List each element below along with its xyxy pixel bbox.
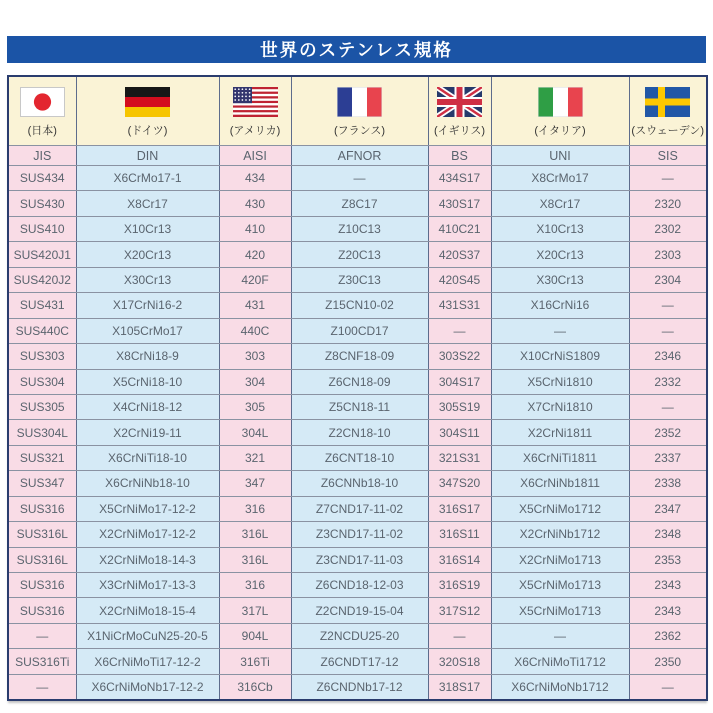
standard-cell: 2332 [629, 369, 707, 394]
standard-cell: 321 [219, 445, 291, 470]
standard-cell: — [8, 623, 76, 648]
table-row [8, 623, 707, 648]
standard-cell: 2362 [629, 623, 707, 648]
table-row [8, 191, 707, 216]
standard-cell: 2320 [629, 191, 707, 216]
table-row [8, 522, 707, 547]
standard-cell: X16CrNi16 [491, 293, 629, 318]
standard-cell: 316S14 [428, 547, 491, 572]
country-label: (日本) [27, 124, 57, 137]
table-row [8, 344, 707, 369]
standard-cell: 304 [219, 369, 291, 394]
standard-cell: 420S37 [428, 242, 491, 267]
standard-cell: X1NiCrMoCuN25-20-5 [76, 623, 219, 648]
standard-cell: Z100CD17 [291, 318, 428, 343]
standard-cell: X105CrMo17 [76, 318, 219, 343]
country-label: (イギリス) [433, 124, 486, 137]
flag-header-cell [291, 76, 428, 146]
flag-header-cell [428, 76, 491, 146]
standard-cell: 2343 [629, 598, 707, 623]
standard-cell: X6CrNiMoTi1712 [491, 649, 629, 674]
table-row [8, 267, 707, 292]
standard-cell: 347S20 [428, 471, 491, 496]
standard-code-header: JIS [8, 146, 76, 166]
standard-cell: 2343 [629, 573, 707, 598]
table-row [8, 496, 707, 521]
standard-cell: X8Cr17 [491, 191, 629, 216]
standard-cell: SUS321 [8, 445, 76, 470]
standard-cell: 316 [219, 573, 291, 598]
standard-cell: SUS316 [8, 598, 76, 623]
standard-cell: X6CrNiTi18-10 [76, 445, 219, 470]
standard-cell: Z7CND17-11-02 [291, 496, 428, 521]
flag-header-cell [8, 76, 76, 146]
standard-cell: — [428, 623, 491, 648]
table-row [8, 445, 707, 470]
stainless-standards-table [7, 75, 708, 701]
germany-flag-icon [125, 87, 170, 117]
standard-cell: Z30C13 [291, 267, 428, 292]
standard-cell: 2303 [629, 242, 707, 267]
standard-cell: SUS305 [8, 394, 76, 419]
standard-cell: 316Ti [219, 649, 291, 674]
standard-cell: 410C21 [428, 216, 491, 241]
standard-cell: Z6CNDT17-12 [291, 649, 428, 674]
standard-cell: 317L [219, 598, 291, 623]
standard-cell: 2348 [629, 522, 707, 547]
standard-cell: 434S17 [428, 166, 491, 191]
page-title [7, 36, 706, 63]
country-label: (フランス) [334, 124, 385, 137]
standard-cell: Z6CND18-12-03 [291, 573, 428, 598]
standard-cell: X2CrNiMo18-14-3 [76, 547, 219, 572]
standard-cell: X10Cr13 [76, 216, 219, 241]
standard-cell: 420 [219, 242, 291, 267]
standard-cell: SUS420J2 [8, 267, 76, 292]
page-title-text: 世界のステンレス規格 [260, 40, 453, 60]
standard-cell: 2302 [629, 216, 707, 241]
standard-cell: X6CrNiMoNb17-12-2 [76, 674, 219, 700]
standard-cell: Z20C13 [291, 242, 428, 267]
table-row [8, 166, 707, 191]
standard-cell: Z3CND17-11-02 [291, 522, 428, 547]
standard-cell: X2CrNiNb1712 [491, 522, 629, 547]
standard-cell: — [629, 293, 707, 318]
standard-cell: 2346 [629, 344, 707, 369]
standard-cell: 316S19 [428, 573, 491, 598]
japan-flag-icon [20, 87, 65, 117]
standard-cell: 305S19 [428, 394, 491, 419]
standard-cell: X10Cr13 [491, 216, 629, 241]
standard-cell: 304S17 [428, 369, 491, 394]
standard-cell: X5CrNiMo1713 [491, 598, 629, 623]
standard-cell: X2CrNiMo1713 [491, 547, 629, 572]
table-row [8, 293, 707, 318]
standard-cell: 316S11 [428, 522, 491, 547]
standard-cell: SUS316L [8, 547, 76, 572]
standard-cell: Z5CN18-11 [291, 394, 428, 419]
standard-cell: Z2CN18-10 [291, 420, 428, 445]
standard-cell: X6CrNiTi1811 [491, 445, 629, 470]
standard-cell: X5CrNiMo1712 [491, 496, 629, 521]
standard-cell: 321S31 [428, 445, 491, 470]
standard-cell: Z6CNT18-10 [291, 445, 428, 470]
country-label: (イタリア) [534, 124, 586, 137]
standard-cell: 347 [219, 471, 291, 496]
table-row [8, 547, 707, 572]
standard-cell: X8Cr17 [76, 191, 219, 216]
table-row [8, 471, 707, 496]
standard-code-header: DIN [76, 146, 219, 166]
standard-code-header: AFNOR [291, 146, 428, 166]
standard-cell: 431S31 [428, 293, 491, 318]
standard-cell: Z3CND17-11-03 [291, 547, 428, 572]
standard-cell: X5CrNi18-10 [76, 369, 219, 394]
standard-cell: 440C [219, 318, 291, 343]
standard-cell: X8CrMo17 [491, 166, 629, 191]
flag-header-cell [219, 76, 291, 146]
standard-cell: 2338 [629, 471, 707, 496]
country-label: (アメリカ) [229, 124, 281, 137]
table-row [8, 598, 707, 623]
italy-flag-icon [538, 87, 583, 117]
table-row [8, 394, 707, 419]
flag-header-row [8, 76, 707, 146]
standard-cell: X8CrNi18-9 [76, 344, 219, 369]
standard-cell: 320S18 [428, 649, 491, 674]
standard-cell: 420S45 [428, 267, 491, 292]
standard-cell: SUS304L [8, 420, 76, 445]
country-label: (ドイツ) [127, 124, 168, 137]
standard-cell: — [629, 674, 707, 700]
standard-cell: 2353 [629, 547, 707, 572]
standard-cell: — [491, 623, 629, 648]
standard-cell: 2352 [629, 420, 707, 445]
standard-cell: 316L [219, 547, 291, 572]
standard-cell: SUS410 [8, 216, 76, 241]
table-row [8, 674, 707, 700]
standard-cell: X6CrNiNb1811 [491, 471, 629, 496]
standard-cell: 2347 [629, 496, 707, 521]
sweden-flag-icon [645, 87, 690, 117]
standard-cell: 316S17 [428, 496, 491, 521]
standard-cell: — [428, 318, 491, 343]
standard-cell: X2CrNiMo17-12-2 [76, 522, 219, 547]
standard-cell: 318S17 [428, 674, 491, 700]
standard-cell: SUS430 [8, 191, 76, 216]
standard-cell: Z2CND19-15-04 [291, 598, 428, 623]
standard-cell: X4CrNi18-12 [76, 394, 219, 419]
standard-code-header-row [8, 146, 707, 166]
table-row [8, 318, 707, 343]
table-body [8, 166, 707, 701]
standard-cell: SUS316 [8, 573, 76, 598]
standard-cell: X2CrNiMo18-15-4 [76, 598, 219, 623]
standard-cell: 304L [219, 420, 291, 445]
standard-cell: 305 [219, 394, 291, 419]
standard-cell: X17CrNi16-2 [76, 293, 219, 318]
standard-cell: 904L [219, 623, 291, 648]
standard-cell: X30Cr13 [76, 267, 219, 292]
standard-cell: SUS303 [8, 344, 76, 369]
table-row [8, 369, 707, 394]
standard-cell: Z6CNDNb17-12 [291, 674, 428, 700]
standard-cell: Z8C17 [291, 191, 428, 216]
standard-cell: Z8CNF18-09 [291, 344, 428, 369]
standard-cell: SUS316 [8, 496, 76, 521]
standard-cell: 420F [219, 267, 291, 292]
standard-cell: 434 [219, 166, 291, 191]
standard-cell: X6CrMo17-1 [76, 166, 219, 191]
standard-cell: Z15CN10-02 [291, 293, 428, 318]
standard-cell: Z2NCDU25-20 [291, 623, 428, 648]
standard-cell: X5CrNiMo17-12-2 [76, 496, 219, 521]
standard-cell: 430 [219, 191, 291, 216]
standard-cell: — [491, 318, 629, 343]
standard-cell: X20Cr13 [76, 242, 219, 267]
standard-cell: X30Cr13 [491, 267, 629, 292]
standard-cell: 316L [219, 522, 291, 547]
standard-cell: — [629, 166, 707, 191]
france-flag-icon [337, 87, 382, 117]
standard-cell: SUS431 [8, 293, 76, 318]
country-label: (スウェーデン) [631, 124, 705, 137]
table-row [8, 649, 707, 674]
standard-code-header: BS [428, 146, 491, 166]
standard-cell: X6CrNiMoTi17-12-2 [76, 649, 219, 674]
standard-cell: 316 [219, 496, 291, 521]
standard-code-header: SIS [629, 146, 707, 166]
standard-cell: X6CrNiMoNb1712 [491, 674, 629, 700]
standard-cell: SUS304 [8, 369, 76, 394]
standard-cell: 431 [219, 293, 291, 318]
uk-flag-icon [437, 87, 482, 117]
standard-cell: 410 [219, 216, 291, 241]
standard-cell: Z6CN18-09 [291, 369, 428, 394]
standard-cell: SUS347 [8, 471, 76, 496]
standard-cell: SUS440C [8, 318, 76, 343]
standard-code-header: AISI [219, 146, 291, 166]
standard-cell: X6CrNiNb18-10 [76, 471, 219, 496]
standard-cell: SUS316Ti [8, 649, 76, 674]
standard-cell: — [8, 674, 76, 700]
standard-cell: 304S11 [428, 420, 491, 445]
standard-cell: X2CrNi19-11 [76, 420, 219, 445]
standard-cell: 303 [219, 344, 291, 369]
standard-cell: X10CrNiS1809 [491, 344, 629, 369]
standard-cell: 430S17 [428, 191, 491, 216]
standard-cell: SUS316L [8, 522, 76, 547]
standard-cell: 2337 [629, 445, 707, 470]
standard-cell: X20Cr13 [491, 242, 629, 267]
standard-cell: 2350 [629, 649, 707, 674]
standard-cell: X7CrNi1810 [491, 394, 629, 419]
flag-header-cell [629, 76, 707, 146]
standard-cell: Z6CNNb18-10 [291, 471, 428, 496]
standard-cell: — [291, 166, 428, 191]
table-row [8, 216, 707, 241]
table-row [8, 420, 707, 445]
standard-cell: 316Cb [219, 674, 291, 700]
standard-cell: SUS434 [8, 166, 76, 191]
standard-cell: 303S22 [428, 344, 491, 369]
table-row [8, 573, 707, 598]
flag-header-cell [491, 76, 629, 146]
standard-cell: — [629, 318, 707, 343]
standard-cell: X3CrNiMo17-13-3 [76, 573, 219, 598]
standard-cell: 317S12 [428, 598, 491, 623]
standard-cell: SUS420J1 [8, 242, 76, 267]
standard-code-header: UNI [491, 146, 629, 166]
table-row [8, 242, 707, 267]
flag-header-cell [76, 76, 219, 146]
standard-cell: X5CrNiMo1713 [491, 573, 629, 598]
standard-cell: X2CrNi1811 [491, 420, 629, 445]
standard-cell: Z10C13 [291, 216, 428, 241]
standard-cell: — [629, 394, 707, 419]
standard-cell: 2304 [629, 267, 707, 292]
standard-cell: X5CrNi1810 [491, 369, 629, 394]
usa-flag-icon [233, 87, 278, 117]
